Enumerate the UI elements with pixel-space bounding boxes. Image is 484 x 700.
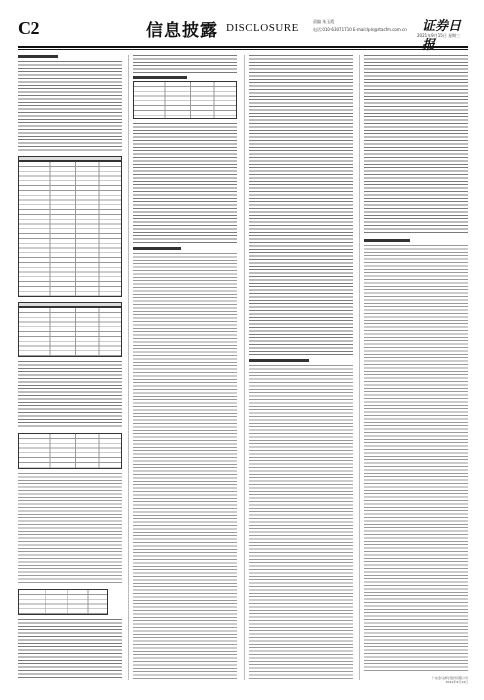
body-text-block (133, 123, 237, 243)
footer-date: 2021年9月14日 (445, 680, 468, 684)
data-table (18, 307, 122, 357)
body-text-block (133, 55, 237, 73)
body-text-block (18, 361, 122, 429)
footer-company: 广东金马游乐股份有限公司 (431, 676, 468, 680)
body-text-block (133, 253, 237, 680)
section-heading (18, 55, 58, 58)
column-separator (359, 55, 360, 680)
body-text-block (18, 61, 122, 153)
section-heading (364, 239, 410, 242)
body-text-block (18, 619, 122, 680)
body-text-block (18, 473, 122, 585)
body-text-block (364, 245, 468, 671)
section-title-en: DISCLOSURE (226, 22, 299, 34)
masthead-rule-thin (18, 49, 468, 50)
column-4 (364, 55, 468, 680)
section-title-cn: 信息披露 (146, 21, 218, 41)
section-heading (133, 247, 181, 250)
body-text-block (249, 365, 353, 680)
column-separator (244, 55, 245, 680)
article-columns (18, 55, 468, 680)
editor-line: 责编 朱玉霞 (313, 19, 335, 24)
body-text-block (364, 55, 468, 235)
section-heading (249, 359, 309, 362)
column-3 (249, 55, 353, 680)
data-table (18, 589, 108, 615)
contact-line: 电话:010-63071710 E-mail:lpls@rtacfm.com.cn (313, 27, 407, 32)
data-table (133, 81, 237, 119)
masthead-rule-thick (18, 46, 468, 48)
page-code: C2 (18, 18, 39, 38)
column-separator (128, 55, 129, 680)
column-2 (133, 55, 237, 680)
issue-date: 2021年9月15日 星期三 (417, 33, 461, 38)
body-text-block (249, 55, 353, 355)
newspaper-logo: 证券日 (422, 19, 462, 34)
column-1 (18, 55, 122, 680)
footer-signature (408, 676, 468, 684)
data-table (18, 433, 122, 469)
data-table (18, 161, 122, 297)
section-heading (133, 76, 187, 79)
masthead (18, 16, 468, 46)
